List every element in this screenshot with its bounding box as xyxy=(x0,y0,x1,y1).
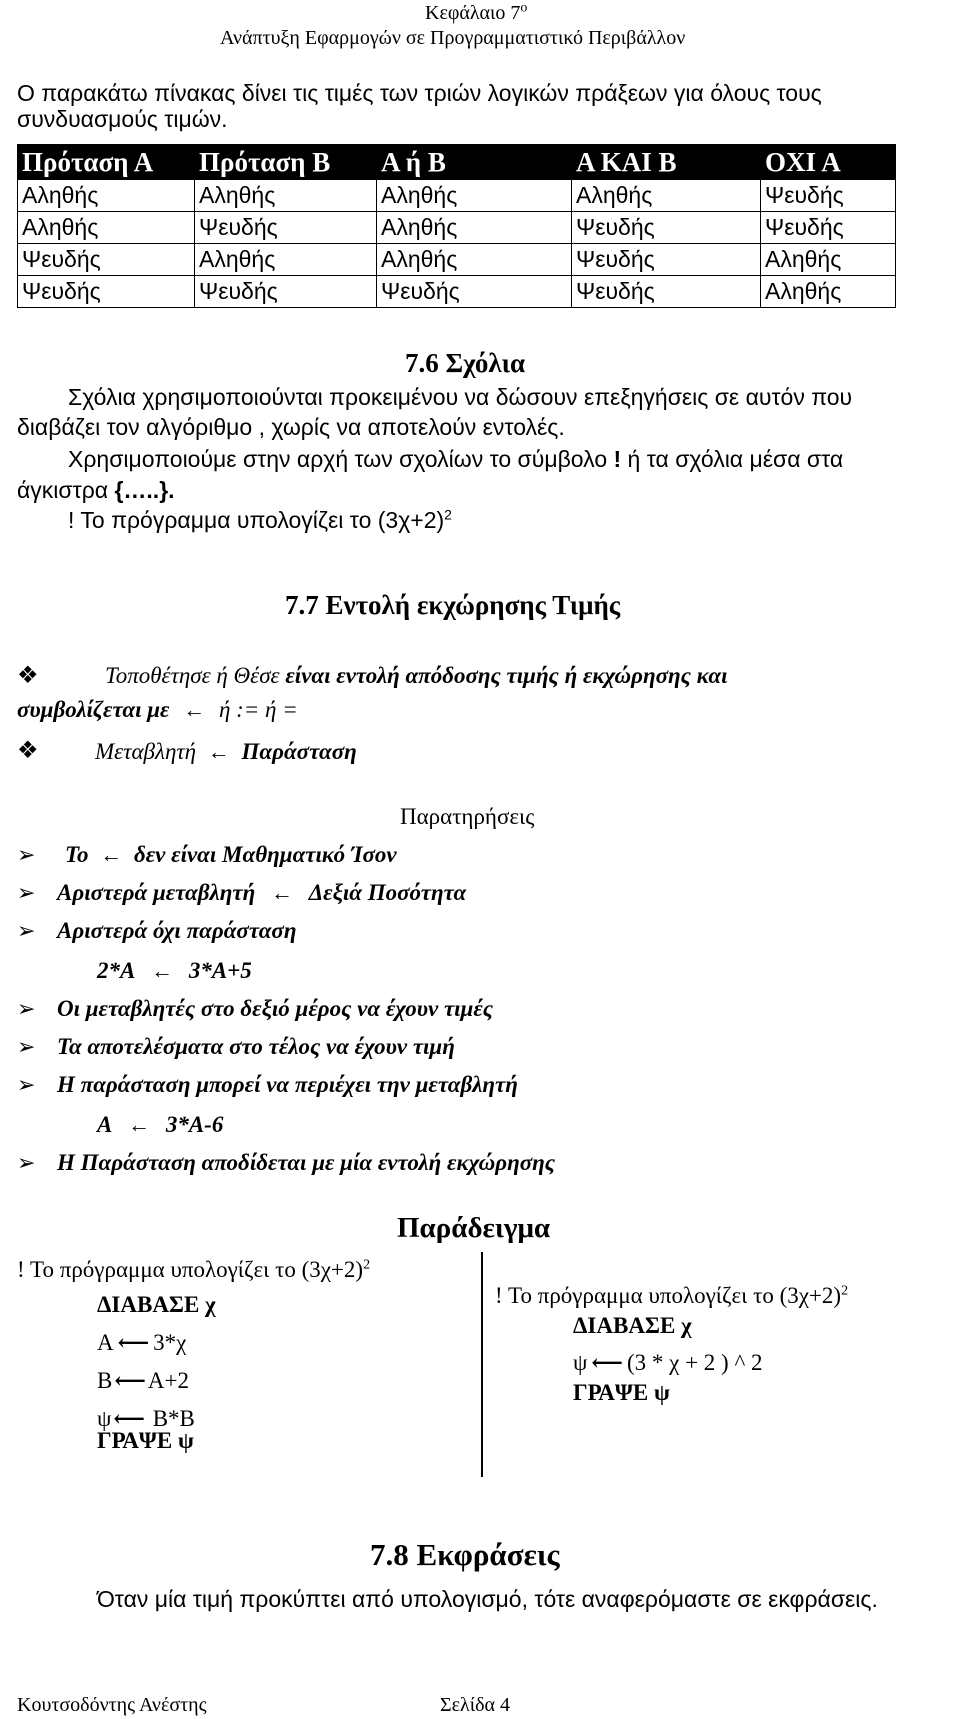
table-cell: Αληθής xyxy=(377,244,572,276)
superscript: 2 xyxy=(841,1283,849,1299)
table-cell: Ψευδής xyxy=(572,212,761,244)
left-arrow-icon: ← xyxy=(128,1112,151,1137)
assignment-bullet-1 xyxy=(105,663,728,689)
section-title-assignment: 7.7 Εντολή εκχώρησης Τιμής xyxy=(285,590,621,620)
assignment-keyword: Τοποθέτησε ή Θέσε xyxy=(105,663,280,688)
left-arrow-icon: ← xyxy=(270,880,293,905)
left-arrow-icon: ⟵ xyxy=(117,1330,150,1355)
table-cell: Αληθής xyxy=(761,276,896,308)
example-right: 3*Α-6 xyxy=(165,1112,224,1137)
notes-title: Παρατηρήσεις xyxy=(400,804,535,829)
var-name: ψ xyxy=(97,1406,112,1431)
chapter-sup: ο xyxy=(520,0,528,16)
left-arrow-icon: ⟵ xyxy=(113,1406,145,1431)
example-right: 3*Α+5 xyxy=(188,958,252,983)
comments-text: ή τα σχόλια μέσα στα xyxy=(621,446,844,472)
right-comment xyxy=(495,1283,848,1309)
table-cell: Ψευδής xyxy=(377,276,572,308)
arrowhead-bullet-icon: ➢ xyxy=(17,996,36,1021)
truth-table xyxy=(17,144,896,308)
chapter-title xyxy=(425,2,527,25)
assignment-bullet-2 xyxy=(95,739,357,765)
left-arrow-icon: ← xyxy=(183,697,206,722)
expr: Β*Β xyxy=(146,1406,195,1431)
table-cell: Ψευδής xyxy=(761,212,896,244)
expr: Α+2 xyxy=(147,1368,189,1393)
note-1 xyxy=(65,842,397,868)
table-cell: Ψευδής xyxy=(18,244,195,276)
superscript: 2 xyxy=(363,1257,371,1273)
var-name: Α xyxy=(97,1330,114,1355)
left-write-statement: ΓΡΑΨΕ ψ xyxy=(97,1428,194,1453)
right-write-statement: ΓΡΑΨΕ ψ xyxy=(573,1380,670,1405)
braces-symbol: {…..}. xyxy=(114,477,175,503)
assignment-example-2 xyxy=(97,1112,223,1138)
expression-label: Παράσταση xyxy=(241,739,357,764)
comment-example-text: ! Το πρόγραμμα υπολογίζει το (3χ+2) xyxy=(68,507,445,533)
table-row xyxy=(18,244,896,276)
var-name: Β xyxy=(97,1368,113,1393)
variable-label: Μεταβλητή xyxy=(95,739,196,764)
example-divider xyxy=(481,1252,483,1477)
left-assign-2 xyxy=(97,1368,189,1394)
example-title: Παράδειγμα xyxy=(397,1212,551,1244)
table-cell: Αληθής xyxy=(377,212,572,244)
right-assign-1 xyxy=(573,1350,763,1376)
note-text: Το xyxy=(65,842,89,867)
arrowhead-bullet-icon: ➢ xyxy=(17,1034,36,1059)
right-read-statement: ΔΙΑΒΑΣΕ χ xyxy=(573,1313,692,1338)
note-text: δεν είναι Μαθηματικό Ίσον xyxy=(133,842,397,867)
left-arrow-icon: ← xyxy=(100,842,123,867)
note-2 xyxy=(57,880,466,906)
note-7: Η Παράσταση αποδίδεται με μία εντολή εκχώρησης xyxy=(57,1150,555,1175)
intro-line-1: Ο παρακάτω πίνακας δίνει τις τιμές των τριών λογικών πράξεων για όλους τους xyxy=(17,80,822,106)
table-row xyxy=(18,180,896,212)
left-arrow-icon: ← xyxy=(151,958,174,983)
assignment-bullet-1-line-2 xyxy=(17,697,298,723)
assignment-symbols: ή := ή = xyxy=(218,697,298,722)
left-assign-1 xyxy=(97,1330,186,1356)
column-header: Πρόταση Α xyxy=(18,145,195,180)
arrowhead-bullet-icon: ➢ xyxy=(17,1072,36,1097)
comments-line-1: Σχόλια χρησιμοποιούνται προκειμένου να δώσουν επεξηγήσεις σε αυτόν που xyxy=(68,384,853,410)
section-title-expressions: 7.8 Εκφράσεις xyxy=(370,1537,560,1572)
example-left: 2*Α xyxy=(97,958,136,983)
left-arrow-icon: ← xyxy=(207,739,230,764)
table-cell: Αληθής xyxy=(195,244,377,276)
comments-text: άγκιστρα xyxy=(17,477,115,503)
table-cell: Ψευδής xyxy=(572,276,761,308)
table-cell: Αληθής xyxy=(572,180,761,212)
arrowhead-bullet-icon: ➢ xyxy=(17,880,36,905)
comments-line-4 xyxy=(17,477,175,504)
column-header: Α ΚΑΙ Β xyxy=(572,145,761,180)
left-arrow-icon: ⟵ xyxy=(591,1350,623,1375)
table-cell: Αληθής xyxy=(377,180,572,212)
example-left: Α xyxy=(97,1112,113,1137)
arrowhead-bullet-icon: ➢ xyxy=(17,1150,36,1175)
column-header: ΟΧΙ Α xyxy=(761,145,896,180)
comment-text: ! Το πρόγραμμα υπολογίζει το (3χ+2) xyxy=(495,1283,842,1308)
table-cell: Ψευδής xyxy=(195,276,377,308)
four-diamond-bullet-icon: ❖ xyxy=(17,738,39,764)
table-cell: Ψευδής xyxy=(572,244,761,276)
var-name: ψ xyxy=(573,1350,588,1375)
chapter-label: Κεφάλαιο 7 xyxy=(425,2,521,24)
note-5: Τα αποτελέσματα στο τέλος να έχουν τιμή xyxy=(57,1034,455,1059)
table-cell: Ψευδής xyxy=(18,276,195,308)
comment-symbol: ! xyxy=(613,446,622,472)
assignment-text: είναι εντολή απόδοσης τιμής ή εκχώρησης και xyxy=(279,663,728,688)
column-header: Πρόταση Β xyxy=(195,145,377,180)
table-cell: Αληθής xyxy=(761,244,896,276)
intro-line-2: συνδυασμούς τιμών. xyxy=(17,106,228,132)
expressions-line: Όταν μία τιμή προκύπτει από υπολογισμό, τότε αναφερόμαστε σε εκφράσεις. xyxy=(97,1586,878,1612)
footer-page: Σελίδα 4 xyxy=(440,1694,511,1716)
assignment-example-1 xyxy=(97,958,252,984)
chapter-subtitle: Ανάπτυξη Εφαρμογών σε Προγραμματιστικό Περιβάλλον xyxy=(220,27,686,49)
superscript: 2 xyxy=(444,506,452,523)
comments-text: Χρησιμοποιούμε στην αρχή των σχολίων το σύμβολο xyxy=(68,446,614,472)
arrowhead-bullet-icon: ➢ xyxy=(17,842,36,867)
expr: (3 * χ + 2 ) ^ 2 xyxy=(626,1350,763,1375)
arrowhead-bullet-icon: ➢ xyxy=(17,918,36,943)
column-header: Α ή Β xyxy=(377,145,572,180)
table-cell: Ψευδής xyxy=(195,212,377,244)
table-row xyxy=(18,212,896,244)
table-cell: Αληθής xyxy=(195,180,377,212)
table-cell: Αληθής xyxy=(18,180,195,212)
note-4: Οι μεταβλητές στο δεξιό μέρος να έχουν τιμές xyxy=(57,996,494,1021)
left-read-statement: ΔΙΑΒΑΣΕ χ xyxy=(97,1292,216,1317)
four-diamond-bullet-icon: ❖ xyxy=(17,663,39,689)
expr: 3*χ xyxy=(153,1330,187,1355)
footer-author: Κουτσοδόντης Ανέστης xyxy=(17,1694,207,1716)
comment-text: ! Το πρόγραμμα υπολογίζει το (3χ+2) xyxy=(17,1257,364,1282)
comments-line-3 xyxy=(68,446,843,473)
left-arrow-icon: ⟵ xyxy=(114,1368,146,1393)
comments-line-2: διαβάζει τον αλγόριθμο , χωρίς να αποτελούν εντολές. xyxy=(17,414,565,440)
note-3: Αριστερά όχι παράσταση xyxy=(57,918,297,943)
note-text: Δεξιά Ποσότητα xyxy=(308,880,467,905)
table-cell: Αληθής xyxy=(18,212,195,244)
section-title-comments: 7.6 Σχόλια xyxy=(405,348,526,378)
note-6: Η παράσταση μπορεί να περιέχει την μεταβλητή xyxy=(57,1072,518,1097)
comments-example xyxy=(68,507,452,534)
assignment-text: συμβολίζεται με xyxy=(17,697,170,722)
table-row xyxy=(18,276,896,308)
truth-table-header-row xyxy=(18,145,896,180)
left-comment xyxy=(17,1257,370,1283)
table-cell: Ψευδής xyxy=(761,180,896,212)
note-text: Αριστερά μεταβλητή xyxy=(57,880,256,905)
